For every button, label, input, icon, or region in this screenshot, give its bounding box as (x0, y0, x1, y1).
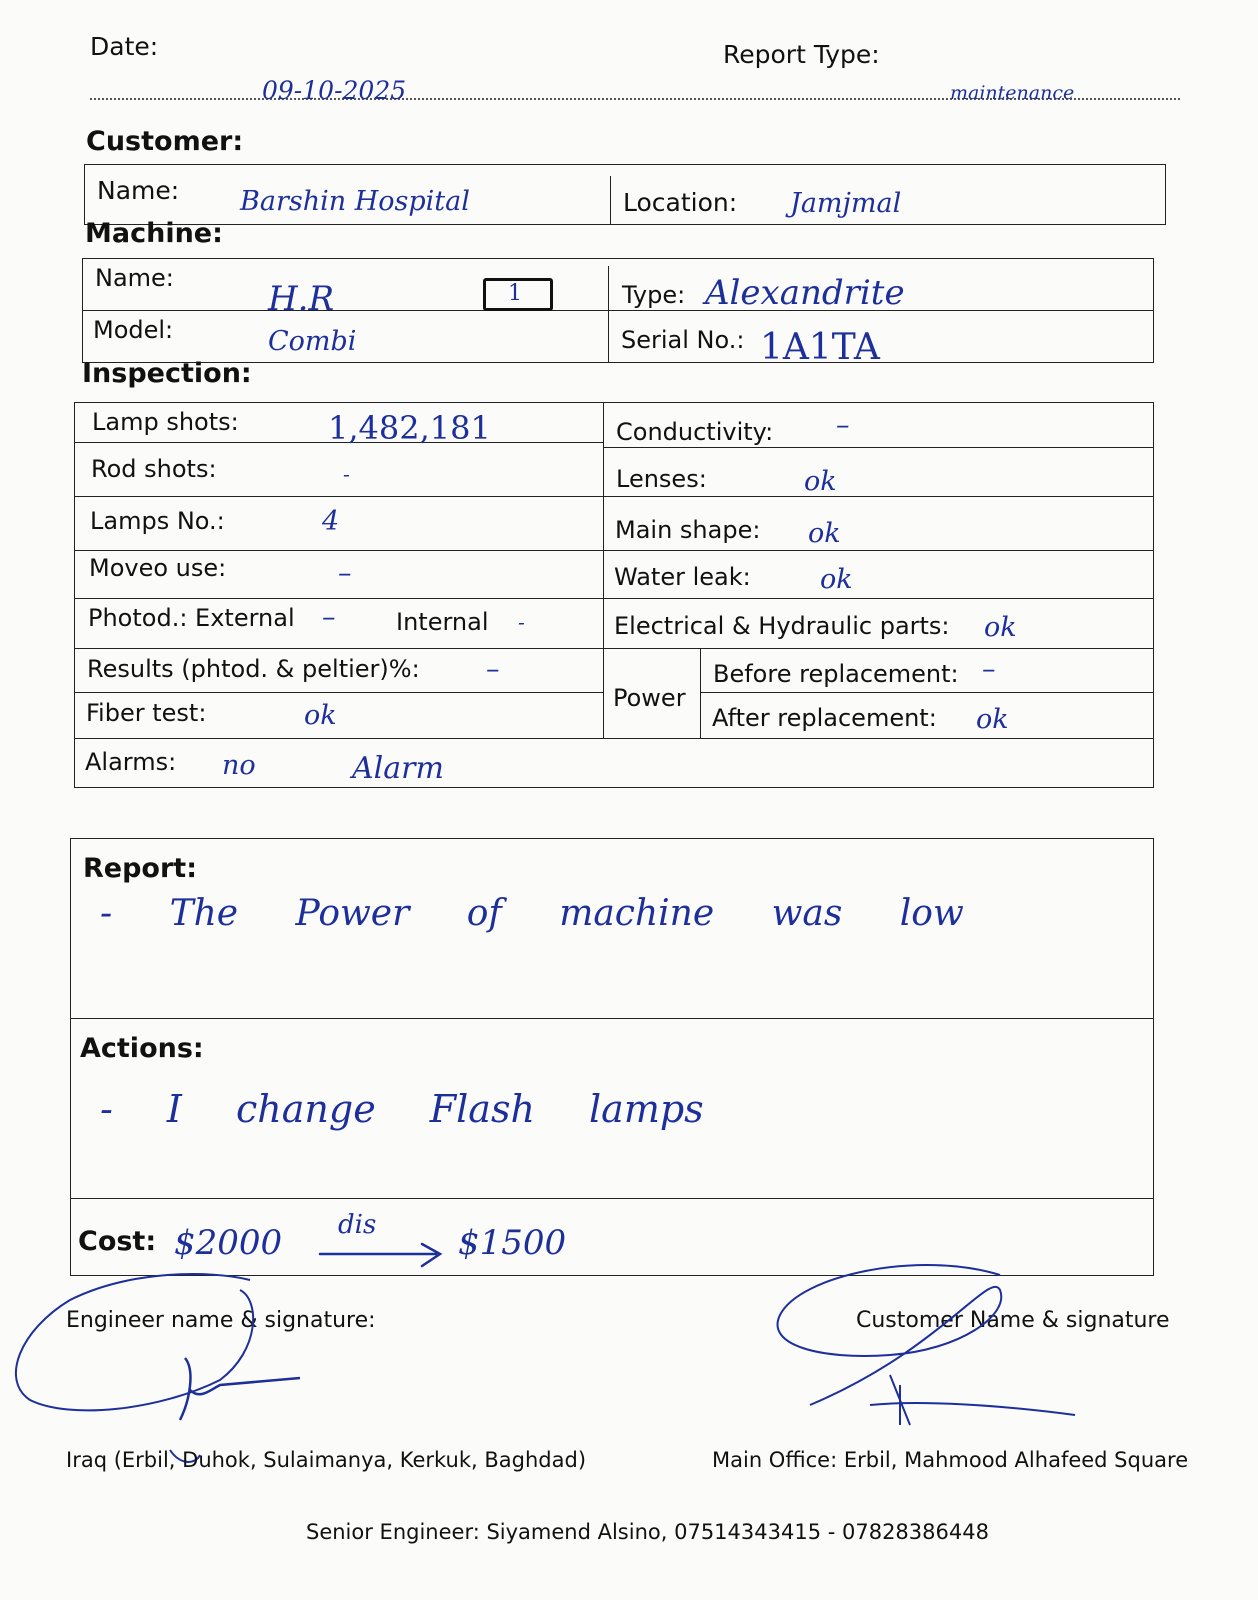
before-replacement-label: Before replacement: (713, 660, 959, 688)
engineer-signature-label: Engineer name & signature: (66, 1308, 376, 1333)
actions-title: Actions: (80, 1033, 204, 1064)
machine-section-title: Machine: (85, 218, 223, 249)
machine-box-value: 1 (508, 281, 522, 306)
electrical-hydraulic-label: Electrical & Hydraulic parts: (614, 612, 950, 640)
inspection-section-title: Inspection: (82, 358, 252, 389)
moveo-use-label: Moveo use: (89, 554, 227, 582)
report-type-label: Report Type: (723, 40, 880, 69)
lenses-label: Lenses: (616, 465, 707, 493)
conductivity-label: Conductivity: (616, 418, 774, 446)
lamp-shots-value: 1,482,181 (328, 409, 491, 447)
machine-col-divider (608, 266, 609, 363)
customer-location-value: Jamjmal (790, 188, 902, 219)
inspection-row-7 (74, 738, 1154, 739)
inspection-left-row-6 (74, 692, 603, 693)
inspection-row-2 (74, 496, 1154, 497)
main-shape-label: Main shape: (615, 516, 761, 544)
customer-signature-icon (770, 1255, 1090, 1425)
date-label: Date: (90, 32, 159, 61)
rod-shots-label: Rod shots: (91, 455, 217, 483)
inspection-col-divider (603, 402, 604, 738)
results-value: – (486, 654, 500, 685)
conductivity-value: – (836, 410, 850, 441)
footer-main-office: Main Office: Erbil, Mahmood Alhafeed Square (712, 1448, 1189, 1472)
actions-text: - I change Flash lamps (100, 1087, 704, 1131)
photod-external-value: – (322, 602, 336, 633)
alarms-value-2: Alarm (352, 751, 444, 786)
photod-internal-label: Internal (396, 608, 489, 636)
machine-name-label: Name: (95, 264, 174, 292)
report-title: Report: (83, 853, 197, 884)
inspection-right-row-1 (603, 447, 1154, 448)
lamps-no-label: Lamps No.: (90, 507, 225, 535)
date-value: 09-10-2025 (262, 76, 407, 105)
machine-type-label: Type: (622, 281, 686, 309)
after-replacement-label: After replacement: (712, 704, 937, 732)
machine-type-value: Alexandrite (705, 273, 905, 313)
footer-locations: Iraq (Erbil, Duhok, Sulaimanya, Kerkuk, Baghdad) (66, 1448, 587, 1472)
photod-internal-value: - (518, 610, 525, 634)
customer-divider (610, 176, 611, 225)
machine-model-label: Model: (93, 316, 174, 344)
machine-serial-label: Serial No.: (621, 326, 745, 354)
cost-new-value: $1500 (458, 1223, 567, 1263)
inspection-row-4 (74, 598, 1154, 599)
actions-cost-divider (70, 1198, 1154, 1199)
rod-shots-value: - (343, 462, 350, 486)
fiber-test-label: Fiber test: (86, 699, 207, 727)
main-shape-value: ok (808, 518, 841, 549)
machine-name-checkbox (483, 278, 553, 311)
report-type-value: maintenance (950, 82, 1075, 104)
inspection-power-row-divider (700, 692, 1154, 693)
cost-arrow-icon (318, 1240, 448, 1270)
results-label: Results (phtod. & peltier)%: (87, 655, 420, 683)
cost-note: dis (338, 1210, 377, 1240)
power-label: Power (613, 684, 686, 712)
customer-section-title: Customer: (86, 126, 244, 157)
inspection-row-5 (74, 648, 1154, 649)
inspection-power-divider (700, 648, 701, 738)
water-leak-value: ok (820, 564, 853, 595)
machine-model-value: Combi (268, 326, 357, 357)
alarms-value-1: no (222, 750, 256, 781)
electrical-hydraulic-value: ok (984, 612, 1017, 643)
customer-name-value: Barshin Hospital (240, 186, 470, 217)
lenses-value: ok (804, 466, 837, 497)
report-text: - The Power of machine was low (100, 893, 964, 934)
fiber-test-value: ok (304, 700, 337, 731)
engineer-signature-icon (10, 1250, 310, 1470)
after-replacement-value: ok (976, 704, 1009, 735)
customer-signature-label: Customer Name & signature (856, 1308, 1170, 1333)
inspection-row-3 (74, 550, 1154, 551)
moveo-use-value: – (338, 558, 352, 589)
report-actions-divider (70, 1018, 1154, 1019)
cost-label: Cost: (78, 1226, 157, 1257)
footer-senior-engineer: Senior Engineer: Siyamend Alsino, 07514343415 - 07828386448 (306, 1520, 989, 1544)
lamp-shots-label: Lamp shots: (92, 408, 239, 436)
customer-name-label: Name: (97, 176, 180, 205)
cost-old-value: $2000 (174, 1223, 283, 1263)
lamps-no-value: 4 (322, 506, 340, 537)
photod-external-label: Photod.: External (88, 604, 295, 632)
water-leak-label: Water leak: (614, 563, 751, 591)
machine-row-divider (82, 310, 1154, 311)
before-replacement-value: – (982, 654, 996, 685)
customer-location-label: Location: (623, 188, 738, 217)
alarms-label: Alarms: (85, 748, 177, 776)
machine-serial-value: 1A1TA (760, 327, 880, 368)
machine-name-value: H.R (268, 279, 335, 319)
